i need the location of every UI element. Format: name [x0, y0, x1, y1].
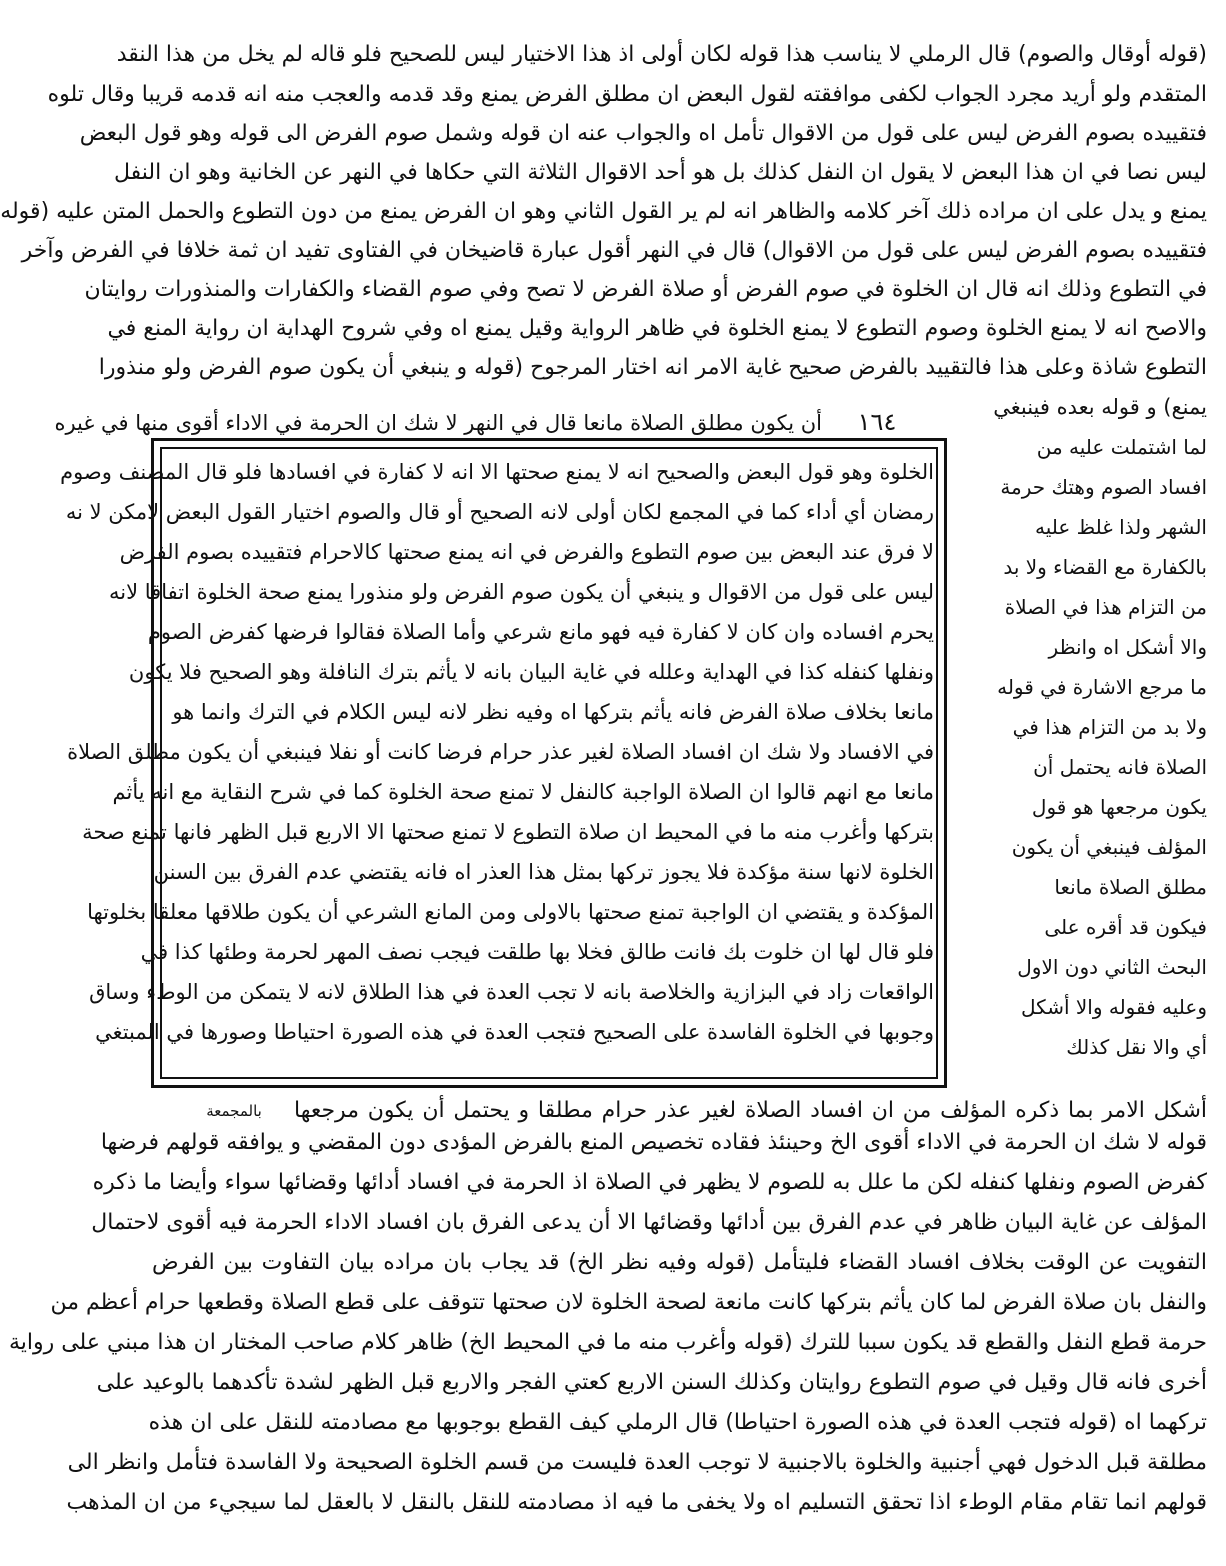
main-text-line: وجوبها في الخلوة الفاسدة على الصحيح فتجب العدة في هذه الصورة احتياطا وصورها في المبتغي — [95, 1020, 934, 1044]
text-line: فتقييده بصوم الفرض ليس على قول من الاقوال) قال في النهر أقول عبارة قاضيخان في الفتاوى تفيد ان ثمة خلافا في الفرض وآخر — [21, 238, 1207, 263]
side-line: فيكون قد أقره على — [1044, 915, 1207, 939]
main-text-line: فلو قال لها ان خلوت بك فانت طالق فخلا بها طلقت فيجب نصف المهر لحرمة وطئها كذا في — [140, 940, 934, 964]
side-line: افساد الصوم وهتك حرمة — [1000, 475, 1207, 499]
main-text-line: مانعا مع انهم قالوا ان الصلاة الواجبة كالنفل لا تمنع صحة الخلوة كما في شرح النقاية مع انه يأثم — [112, 780, 934, 804]
text-line: المؤلف عن غاية البيان ظاهر في عدم الفرق بين أدائها وقضائها الا أن يدعى الفرق بان افساد الاداء الحرمة فيه أقوى لاحتمال — [91, 1210, 1207, 1235]
side-line: والا أشكل اه وانظر — [1048, 635, 1207, 659]
marginal-note: بالمجمعة — [206, 1102, 262, 1120]
text-line: والاصح انه لا يمنع الخلوة وصوم التطوع لا يمنع الخلوة في ظاهر الرواية وقيل يمنع اه وفي شروح الهداية ان رواية المنع في — [107, 316, 1207, 341]
text-line: ليس نصا في ان هذا البعض لا يقول ان النفل كذلك بل هو أحد الاقوال الثلاثة التي حكاها في النهر عن الخانية وهو ان النفل — [114, 160, 1207, 185]
header-line: أن يكون مطلق الصلاة مانعا قال في النهر لا شك ان الحرمة في الاداء أقوى منها في غيره — [54, 411, 822, 435]
text-line: والنفل بان صلاة الفرض لما كان يأثم بتركها كانت مانعة لصحة الخلوة لان صحتها تتوقف على قطع الصلاة وقطعها حرام أعظم من — [50, 1290, 1207, 1315]
text-line-partial: يمنع) و قوله بعده فينبغي — [993, 395, 1207, 419]
main-text-line: المؤكدة و يقتضي ان الواجبة تمنع صحتها بالاولى ومن المانع الشرعي أن يكون طلاقها معلقا بخلوتها — [87, 900, 934, 924]
text-line: مطلقة قبل الدخول فهي أجنبية والخلوة بالاجنبية لا توجب العدة فليست من قسم الخلوة الصحيحة ولا الفاسدة فتأمل وانظر الى — [67, 1450, 1207, 1475]
main-text-line: رمضان أي أداء كما في المجمع لكان أولى لانه الصحيح أو قال والصوم اختيار القول البعض لامكن لا نه — [65, 500, 934, 524]
text-line: أشكل الامر بما ذكره المؤلف من ان افساد الصلاة لغير عذر حرام مطلقا و يحتمل أن يكون مرجعها — [294, 1098, 1207, 1123]
side-line: المؤلف فينبغي أن يكون — [1011, 835, 1207, 859]
text-line: التطوع شاذة وعلى هذا فالتقييد بالفرض صحيح غاية الامر انه اختار المرجوح (قوله و ينبغي أن يكون صوم الفرض ولو منذورا — [98, 355, 1207, 380]
main-text-line: الواقعات زاد في البزازية والخلاصة بانه لا تجب العدة في هذا الطلاق لانه لا يتمكن من الوطء وساق — [89, 980, 934, 1004]
text-line: المتقدم ولو أريد مجرد الجواب لكفى موافقته لقول البعض ان مطلق الفرض يمنع وقد قدمه والعجب منه انه قدمه قريبا وقال تلوه — [47, 82, 1207, 107]
main-text-line: لا فرق عند البعض بين صوم التطوع والفرض في انه يمنع صحتها كالاحرام فتقييده بصوم الفرض — [119, 540, 934, 564]
main-text-line: في الافساد ولا شك ان افساد الصلاة لغير عذر حرام فرضا كانت أو نفلا فينبغي أن يكون مطلق الصلاة — [67, 740, 934, 764]
text-line: قوله لا شك ان الحرمة في الاداء أقوى الخ وحينئذ فقاده تخصيص المنع بالفرض المؤدى دون المقضي و يوافقه قولهم فرضها — [100, 1130, 1207, 1155]
main-text-line: ونفلها كنفله كذا في الهداية وعلله في غاية البيان بانه لا يأثم بترك النافلة وهو الصحيح فلا يكون — [128, 660, 934, 684]
main-text-line: الخلوة وهو قول البعض والصحيح انه لا يمنع صحتها الا انه لا كفارة في افسادها فلو قال المصنف وصوم — [60, 460, 934, 484]
side-line: يكون مرجعها هو قول — [1031, 795, 1207, 819]
side-line: ما مرجع الاشارة في قوله — [997, 675, 1207, 699]
text-line: قولهم انما تقام مقام الوطء اذا تحقق التسليم اه ولا يخفى ما فيه اذ مصادمته للنقل بالنقل لا بالعقل لما سيجيء من ان المذهب — [66, 1490, 1207, 1515]
text-line: فتقييده بصوم الفرض ليس على قول من الاقوال تأمل اه والجواب عنه ان قوله وشمل صوم الفرض الى قوله وهو قول البعض — [79, 121, 1207, 146]
text-line: أخرى فانه قال وقيل في صوم التطوع روايتان وكذلك السنن الاربع كعتي الفجر والاربع قبل الظهر لشدة تأكدهما بالوعيد على — [96, 1370, 1207, 1395]
side-line: الصلاة فانه يحتمل أن — [1033, 755, 1207, 779]
side-line: البحث الثاني دون الاول — [1017, 955, 1207, 979]
main-text-line: بتركها وأغرب منه ما في المحيط ان صلاة التطوع لا تمنع صحتها الا الاربع قبل الظهر فانها تمنع صحة — [82, 820, 934, 844]
side-line: ولا بد من التزام هذا في — [1012, 715, 1207, 739]
side-line: الشهر ولذا غلظ عليه — [1034, 515, 1207, 539]
text-line: يمنع و يدل على ان مراده ذلك آخر كلامه والظاهر انه لم ير القول الثاني وهو ان الفرض يمنع من دون التطوع والحمل المتن عليه (قوله — [0, 199, 1207, 224]
side-line: لما اشتملت عليه من — [1036, 435, 1207, 459]
main-text-line: يحرم افساده وان كان لا كفارة فيه فهو مانع شرعي وأما الصلاة فقالوا فرضها كفرض الصوم — [147, 620, 934, 644]
text-line: (قوله أوقال والصوم) قال الرملي لا يناسب هذا قوله لكان أولى اذ هذا الاختيار ليس للصحيح فلو قاله لم يخل من هذا النقد — [116, 42, 1207, 67]
text-line: تركهما اه (قوله فتجب العدة في هذه الصورة احتياطا) قال الرملي كيف القطع بوجوبها مع مصادمته للنقل على ان هذه — [148, 1410, 1207, 1435]
side-line: وعليه فقوله والا أشكل — [1021, 995, 1207, 1019]
text-line: حرمة قطع النفل والقطع قد يكون سببا للترك (قوله وأغرب منه ما في المحيط الخ) ظاهر كلام صاحب المختار ان هذا مبني على رواية — [8, 1330, 1207, 1355]
main-text-line: مانعا بخلاف صلاة الفرض فانه يأثم بتركها اه وفيه نظر لانه ليس الكلام في الترك وانما هو — [172, 700, 934, 724]
side-line: من التزام هذا في الصلاة — [1004, 595, 1207, 619]
text-line: التفويت عن الوقت بخلاف افساد القضاء فليتأمل (قوله وفيه نظر الخ) قد يجاب بان مراده بيان التفاوت بين الفرض — [152, 1250, 1207, 1275]
side-line: مطلق الصلاة مانعا — [1054, 875, 1207, 899]
text-line: كفرض الصوم ونفلها كنفله لكن ما علل به للصوم لا يظهر في الصلاة اذ الحرمة في افساد أدائها وقضائها سواء وأيضا ما ذكره — [92, 1170, 1207, 1195]
text-line: في التطوع وذلك انه قال ان الخلوة في صوم الفرض أو صلاة الفرض لا تصح وفي صوم القضاء والكفارات والمنذورات روايتان — [84, 277, 1207, 302]
main-text-line: ليس على قول من الاقوال و ينبغي أن يكون صوم الفرض ولو منذورا يمنع صحة الخلوة اتفاقا لانه — [109, 580, 934, 604]
page-number: ١٦٤ — [857, 408, 897, 436]
side-line: بالكفارة مع القضاء ولا بد — [1003, 555, 1207, 579]
main-text-line: الخلوة لانها سنة مؤكدة فلا يجوز تركها بمثل هذا العذر اه فانه يقتضي عدم الفرق بين السنن — [153, 860, 934, 884]
side-line: أي والا نقل كذلك — [1066, 1035, 1207, 1059]
